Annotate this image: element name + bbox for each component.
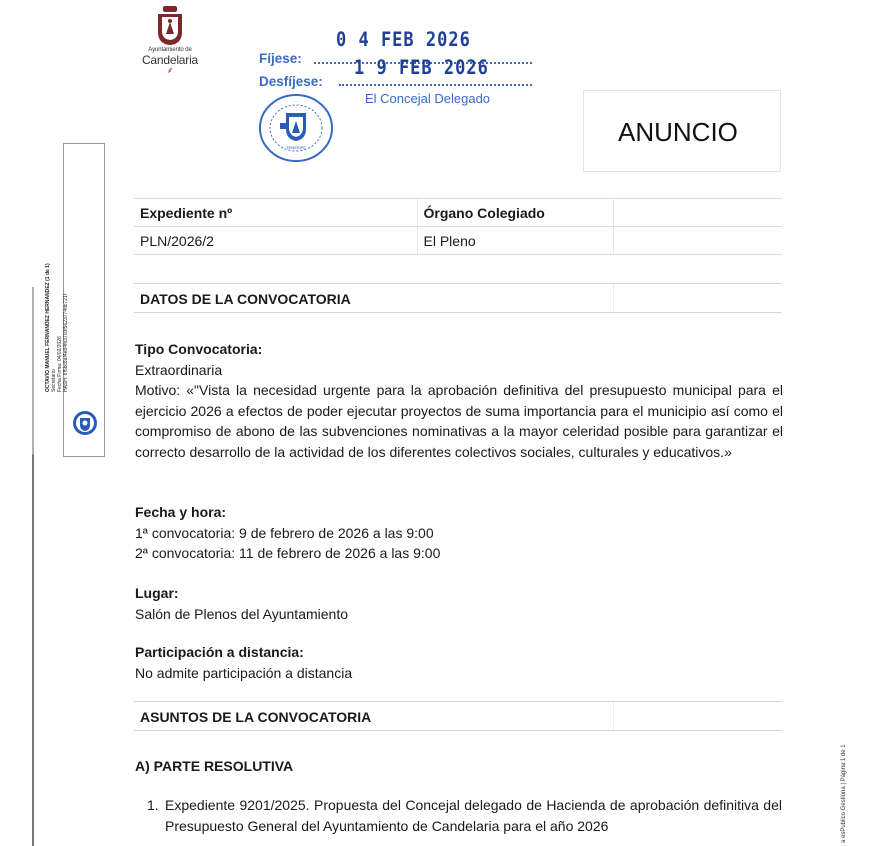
official-seal-icon (258, 93, 336, 163)
electronic-signature-strip (45, 143, 105, 457)
svg-text:TENERIFE: TENERIFE (286, 145, 306, 150)
section-header-datos (134, 283, 782, 313)
page-edge-line (32, 287, 34, 846)
logo-small-text: Ayuntamiento de (148, 47, 192, 53)
motivo-text: Motivo: «"Vista la necesidad urgente para la aprobación definitiva del presupuesto municipal para el ejercicio 2026 a efectos de poder ejecutar proyectos de suma importancia para el municipio así como el compromiso de abono de las subvenciones nominativas a la mayor celeridad posible para garantizar el correcto desarrollo de la actividad de los diferentes colectivos sociales, culturales y educativos.» (135, 382, 783, 460)
item-text: Expediente 9201/2025. Propuesta del Concejal delegado de Hacienda de aprobación definitiva del Presupuesto General del Ayuntamiento de Candelaria para el año 2026 (165, 797, 782, 834)
participacion-heading: Participación a distancia: (135, 644, 304, 660)
signer-name: OCTAVIO MANUEL FERNANDEZ HERNANDEZ (1 de 1) (45, 263, 51, 392)
item-number: 1. (147, 797, 159, 813)
municipal-logo (138, 6, 202, 84)
desfijese-label: Desfíjese: (259, 74, 323, 89)
lugar-value: Salón de Plenos del Ayuntamiento (135, 605, 349, 622)
document-title: ANUNCIO (618, 117, 738, 147)
participacion-value: No admite participación a distancia (135, 664, 353, 681)
desfijese-date-stamp: 1 9 FEB 2026 (354, 56, 489, 80)
signature-date: Fecha Firma: 04/02/2026 (57, 336, 63, 392)
fecha-heading: Fecha y hora: (135, 504, 227, 520)
logo-name: Candelaria (141, 53, 199, 67)
logo-mark-icon: ⸙ (166, 65, 174, 75)
tipo-heading: Tipo Convocatoria: (135, 341, 263, 357)
coat-of-arms-icon (155, 6, 185, 46)
tipo-value: Extraordinaria (135, 361, 223, 378)
lugar (135, 583, 783, 624)
lugar-heading: Lugar: (135, 585, 179, 601)
fijese-date-stamp: 0 4 FEB 2026 (336, 28, 471, 52)
signature-details (45, 222, 69, 392)
organo-value: El Pleno (417, 227, 613, 255)
signer-role: Secretario (51, 369, 57, 392)
expediente-value: PLN/2026/2 (134, 227, 417, 255)
desfijese-dotted-line (339, 84, 532, 86)
section-header-asuntos (134, 701, 782, 731)
segunda-convocatoria: 2ª convocatoria: 11 de febrero de 2026 a las 9:00 (135, 545, 441, 561)
signature-hash: HASH: 6f5bc8af4e84fb3703f5623774dc721f (63, 293, 69, 392)
table-header-row (134, 199, 782, 227)
header-organo: Órgano Colegiado (417, 199, 613, 227)
document-type-box (583, 90, 781, 172)
primera-convocatoria: 1ª convocatoria: 9 de febrero de 2026 a las 9:00 (135, 524, 434, 541)
empty-cell (613, 199, 782, 227)
list-item (147, 795, 782, 836)
participacion-distancia (135, 642, 783, 683)
parte-resolutiva-heading: A) PARTE RESOLUTIVA (135, 758, 294, 774)
signer-label: El Concejal Delegado (365, 91, 491, 106)
fijese-label: Fíjese: (259, 51, 302, 66)
signature-seal-icon (72, 410, 98, 436)
empty-cell (613, 227, 782, 255)
header-expediente: Expediente nº (134, 199, 417, 227)
tipo-convocatoria (135, 339, 783, 462)
fecha-hora (135, 502, 783, 564)
section-title: ASUNTOS DE LA CONVOCATORIA (140, 709, 372, 725)
page-footer-vertical: a esPublico Gestiona | Página 1 de 1 (841, 744, 847, 843)
expediente-table (134, 198, 782, 255)
table-row (134, 227, 782, 255)
section-title: DATOS DE LA CONVOCATORIA (140, 291, 351, 307)
